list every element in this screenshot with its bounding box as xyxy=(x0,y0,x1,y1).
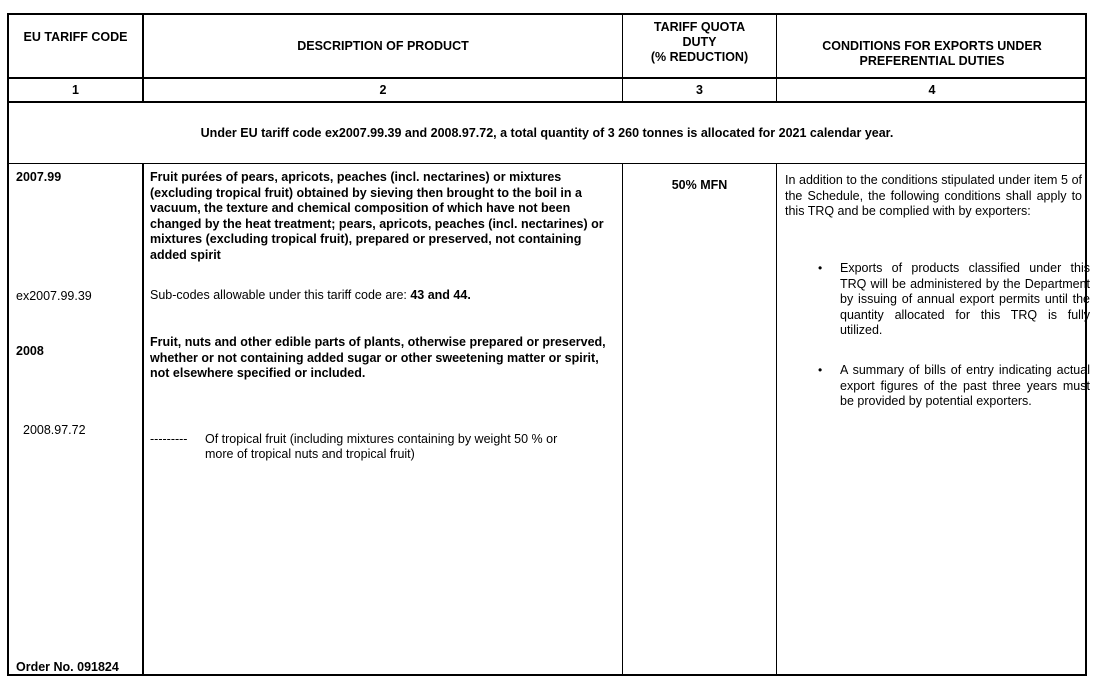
duty-value: 50% MFN xyxy=(671,178,728,192)
allocation-banner: Under EU tariff code ex2007.99.39 and 2008.97.72, a total quantity of 3 260 tonnes is allocated for 2021 calendar year. xyxy=(200,126,894,140)
header-tq-line1: TARIFF QUOTA xyxy=(653,20,746,34)
desc-2008-97-72-dash: --------- xyxy=(150,432,188,446)
header-conditions xyxy=(777,39,1087,69)
number-row-divider xyxy=(9,101,1085,103)
header-description: DESCRIPTION OF PRODUCT xyxy=(297,39,469,53)
header-tq-line3: (% REDUCTION) xyxy=(650,50,749,64)
desc-2008-97-72-line2: more of tropical nuts and tropical fruit) xyxy=(205,447,415,461)
header-divider xyxy=(9,77,1085,79)
banner-divider xyxy=(9,163,1085,164)
desc-ex2007-99-39-subcodes: 43 and 44. xyxy=(410,288,471,302)
header-tq-line2: DUTY xyxy=(682,35,717,49)
desc-ex2007-99-39 xyxy=(150,288,620,304)
column-number-3: 3 xyxy=(696,83,703,97)
col-divider-3-body xyxy=(776,163,777,674)
bullet-icon: • xyxy=(818,363,823,377)
header-cond-line1: CONDITIONS FOR EXPORTS UNDER xyxy=(822,39,1042,53)
desc-2008-97-72-line1: Of tropical fruit (including mixtures containing by weight 50 % or xyxy=(205,432,558,446)
condition-text-1: Exports of products classified under this TRQ will be administered by the Department by issuing of annual export permits until the quantity allocated for this TRQ is fully utilized. xyxy=(840,261,1090,337)
code-ex2007-99-39: ex2007.99.39 xyxy=(16,289,92,303)
code-2007-99: 2007.99 xyxy=(16,170,62,184)
order-number: Order No. 091824 xyxy=(16,660,119,674)
col-divider-1-body xyxy=(142,163,144,674)
tariff-table xyxy=(7,13,1090,676)
conditions-list xyxy=(807,259,1090,459)
condition-item-1 xyxy=(818,261,1090,339)
header-cond-line2: PREFERENTIAL DUTIES xyxy=(859,54,1005,68)
column-number-2: 2 xyxy=(379,83,387,97)
conditions-intro: In addition to the conditions stipulated under item 5 of the Schedule, the following conditions shall apply to this TRQ and be complied with by exporters: xyxy=(785,173,1082,218)
code-2008-97-72: 2008.97.72 xyxy=(23,423,86,437)
condition-item-2 xyxy=(818,363,1090,410)
desc-2007-99: Fruit purées of pears, apricots, peaches (incl. nectarines) or mixtures (excluding tropical fruit) obtained by sieving then brought to the boil in a vacuum, the texture and chemical composition of which have not been changed by the heat treatment; pears, apricots, peaches (incl. nectarines) or mixtures (excluding tropical fruit), prepared or preserved, not containing added spirit xyxy=(150,170,604,262)
condition-text-2: A summary of bills of entry indicating actual export figures of the past three years must be provided by potential exporters. xyxy=(840,363,1090,408)
bullet-icon: • xyxy=(818,261,823,275)
header-eu-tariff-code: EU TARIFF CODE xyxy=(23,30,128,44)
code-2008: 2008 xyxy=(16,344,44,358)
desc-ex2007-99-39-prefix: Sub-codes allowable under this tariff code are: xyxy=(150,288,411,302)
desc-2008: Fruit, nuts and other edible parts of plants, otherwise prepared or preserved, whether or not containing added sugar or other sweetening matter or spirit, not elsewhere specified or included. xyxy=(150,335,606,380)
header-tariff-quota-duty xyxy=(623,20,776,65)
col-divider-2-body xyxy=(622,163,623,674)
column-number-1: 1 xyxy=(72,83,79,97)
column-number-4: 4 xyxy=(928,83,936,97)
